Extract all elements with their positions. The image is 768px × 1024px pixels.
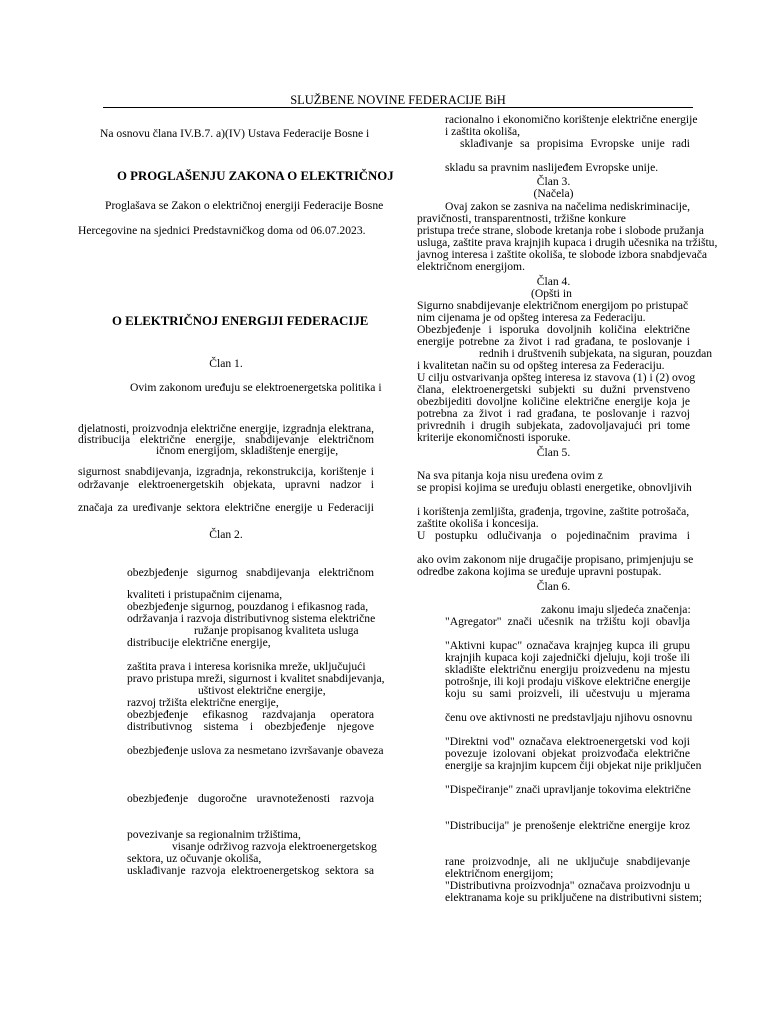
clan-3-heading: Član 3. (536, 175, 571, 188)
clan-6-line: "Distributivna proizvodnja" označava proizvodnju u (445, 879, 690, 892)
right-line: sklađivanje sa propisima Evropske unije radi (460, 137, 690, 150)
clan-2-line: usklađivanje razvoja elektroenergetskog sektora sa (127, 864, 374, 877)
clan-1-line: ičnom energijom, skladištenje energije, (156, 444, 339, 457)
clan-4-line: kriterije ekonomičnosti isporuke. (417, 431, 571, 444)
clan-5-line: U postupku odlučivanja o pojedinačnim pravima i (417, 529, 690, 542)
clan-5-line: i korištenja zemljišta, građenja, trgovine, zaštite potrošača, (417, 505, 690, 518)
clan-6-line: koju su sami proizveli, ili učestvuju u mjerama (445, 687, 690, 700)
clan-6-line: energije sa krajnjim kupcem čiji objekat nije priključen (445, 759, 702, 772)
clan-6-line: "Distribucija" je prenošenje električne energije kroz (445, 819, 690, 832)
right-line: racionalno i ekonomično korištenje električne energije (445, 113, 698, 126)
clan-1-line: Ovim zakonom uređuju se elektroenergetska politika i (130, 381, 382, 394)
clan-5-line: ako ovim zakonom nije drugačije propisano, primjenjuju se (417, 553, 694, 566)
clan-2-line: obezbjeđenje sigurnog, pouzdanog i efikasnog rada, (127, 600, 369, 613)
clan-6-line: krajnjih kupaca koji zajednički djeluju, koji troše ili (445, 651, 690, 664)
clan-4-subheading: (Opšti in (531, 287, 572, 300)
clan-5-line: Na sva pitanja koja nisu uređena ovim z (417, 469, 603, 482)
clan-2-line: zaštita prava i interesa korisnika mreže, uključujući (127, 660, 366, 673)
clan-4-line: privrednih i drugih subjekata, zadovoljavajući pri tome (417, 419, 690, 432)
clan-5-line: se propisi kojima se uređuju oblasti energetike, obnovljivih (417, 481, 692, 494)
clan-6-line: "Aktivni kupac" označava krajnjeg kupca ili grupu (445, 639, 690, 652)
clan-3-line: električnom energijom. (417, 260, 525, 273)
clan-4-line: rednih i društvenih subjekata, na siguran, pouzdan (479, 347, 713, 360)
clan-4-line: energije potrebne za život i rad građana, te poslovanje i (417, 335, 690, 348)
clan-5-line: odredbe zakona kojima se uređuje upravni postupak. (417, 565, 662, 578)
clan-5-heading: Član 5. (536, 446, 571, 459)
clan-6-line: skladište električnu energiju proizvedenu na mjestu (445, 663, 690, 676)
clan-2-line: ružanje propisanog kvaliteta usluga (194, 624, 359, 637)
clan-2-line: pravo pristupa mreži, sigurnost i kvalitet snabdijevanja, (127, 672, 385, 685)
clan-2-heading: Član 2. (209, 528, 243, 541)
clan-2-line: sektora, uz očuvanje okoliša, (127, 852, 262, 865)
clan-3-line: javnog interesa i zaštite okoliša, te slobode izbora snabdjevača (417, 248, 708, 261)
header-rule (103, 107, 693, 108)
clan-3-subheading: (Načela) (533, 187, 574, 200)
right-line: i zaštita okoliša, (445, 125, 521, 138)
proclaim-line-2: Hercegovine na sjednici Predstavničkog doma od 06.07.2023. (78, 224, 366, 237)
clan-6-line: "Dispečiranje" znači upravljanje tokovima električne (445, 783, 691, 796)
clan-4-line: Obezbjeđenje i isporuka dovoljnih količina električne (417, 323, 690, 336)
clan-4-line: i kvalitetan način su od opšteg interesa za Federaciju. (417, 359, 665, 372)
clan-2-line: povezivanje sa regionalnim tržištima, (127, 828, 301, 841)
clan-2-line: obezbjeđenje efikasnog razdvajanja operatora (127, 708, 374, 721)
clan-4-line: Sigurno snabdijevanje električnom energijom po pristupač (417, 299, 689, 312)
proclaim-line-1: Proglašava se Zakon o električnoj energiji Federacije Bosne (105, 199, 384, 212)
clan-4-line: U cilju ostvarivanja opšteg interesa iz stavova (1) i (2) ovog (417, 371, 696, 384)
clan-4-line: obezbijediti dovoljne količine električne energije koja je (417, 395, 690, 408)
clan-2-line: obezbjeđenje sigurnog snabdijevanja električnom (127, 566, 374, 579)
clan-6-line: povezuje izolovani objekat proizvođača električne (445, 747, 690, 760)
clan-4-line: člana, elektroenergetski subjekti su dužni prvenstveno (417, 383, 690, 396)
clan-2-line: održavanja i razvoja distributivnog sistema električne (127, 612, 376, 625)
clan-6-line: električnom energijom; (445, 867, 554, 880)
clan-1-line: distribucija električne energije, snabdijevanje električnom (78, 433, 374, 446)
clan-1-line: djelatnosti, proizvodnja električne energije, izgradnja elektrana, (78, 422, 374, 435)
clan-2-line: kvaliteti i pristupačnim cijenama, (127, 588, 283, 601)
right-line: skladu sa pravnim naslijeđem Evropske unije. (445, 161, 659, 174)
clan-5-line: zaštite okoliša i koncesija. (417, 517, 539, 530)
clan-3-line: pravičnosti, transparentnosti, tržišne konkure (417, 212, 626, 225)
clan-1-line: sigurnost snabdijevanja, izgradnja, rekonstrukcija, korištenje i (78, 465, 374, 478)
clan-4-line: nim cijenama je od opšteg interesa za Federaciju. (417, 311, 646, 324)
clan-2-line: uštivost električne energije, (198, 684, 326, 697)
clan-3-line: usluga, zaštite prava krajnjih kupaca i drugih učesnika na tržištu, (417, 236, 718, 249)
clan-2-line: distributivnog sistema i obezbjeđenje njegove (127, 720, 374, 733)
clan-3-line: Ovaj zakon se zasniva na načelima nediskriminacije, (445, 200, 690, 213)
decree-title: O PROGLAŠENJU ZAKONA O ELEKTRIČNOJ (117, 169, 394, 183)
clan-6-line: rane proizvodnje, ali ne uključuje snabdijevanje (445, 855, 690, 868)
law-title: O ELEKTRIČNOJ ENERGIJI FEDERACIJE (112, 314, 369, 328)
clan-1-line: održavanje elektroenergetskih objekata, upravni nadzor i (78, 478, 374, 491)
clan-6-line: potrošnje, ili koji prodaju viškove električne energije (445, 675, 691, 688)
clan-6-heading: Član 6. (536, 580, 571, 593)
clan-2-line: razvoj tržišta električne energije, (127, 696, 279, 709)
clan-2-line: obezbjeđenje uslova za nesmetano izvršavanje obaveza (127, 744, 384, 757)
clan-6-line: "Direktni vod" označava elektroenergetski vod koji (445, 735, 690, 748)
clan-1-heading: Član 1. (209, 357, 243, 370)
clan-2-line: distribucije električne energije, (127, 636, 271, 649)
clan-6-line: čenu ove aktivnosti ne predstavljaju njihovu osnovnu (445, 711, 693, 724)
clan-1-line: značaja za uređivanje sektora električne energije u Federaciji (78, 501, 374, 514)
basis-line: Na osnovu člana IV.B.7. a)(IV) Ustava Federacije Bosne i (100, 127, 370, 140)
clan-3-line: pristupa treće strane, slobode kretanja robe i slobode pružanja (417, 224, 704, 237)
clan-2-line: visanje održivog razvoja elektroenergetskog (172, 840, 377, 853)
clan-6-line: "Agregator" znači učesnik na tržištu koji obavlja (445, 615, 690, 628)
clan-2-line: obezbjeđenje dugoročne uravnoteženosti razvoja (127, 792, 374, 805)
clan-4-line: potrebna za život i rad građana, te poslovanje i razvoj (417, 407, 690, 420)
clan-6-line: elektranama koje su priključene na distributivni sistem; (445, 891, 702, 904)
clan-6-line: zakonu imaju sljedeća značenja: (541, 603, 691, 616)
clan-4-heading: Član 4. (536, 275, 571, 288)
page-header-title: SLUŽBENE NOVINE FEDERACIJE BiH (290, 93, 506, 107)
